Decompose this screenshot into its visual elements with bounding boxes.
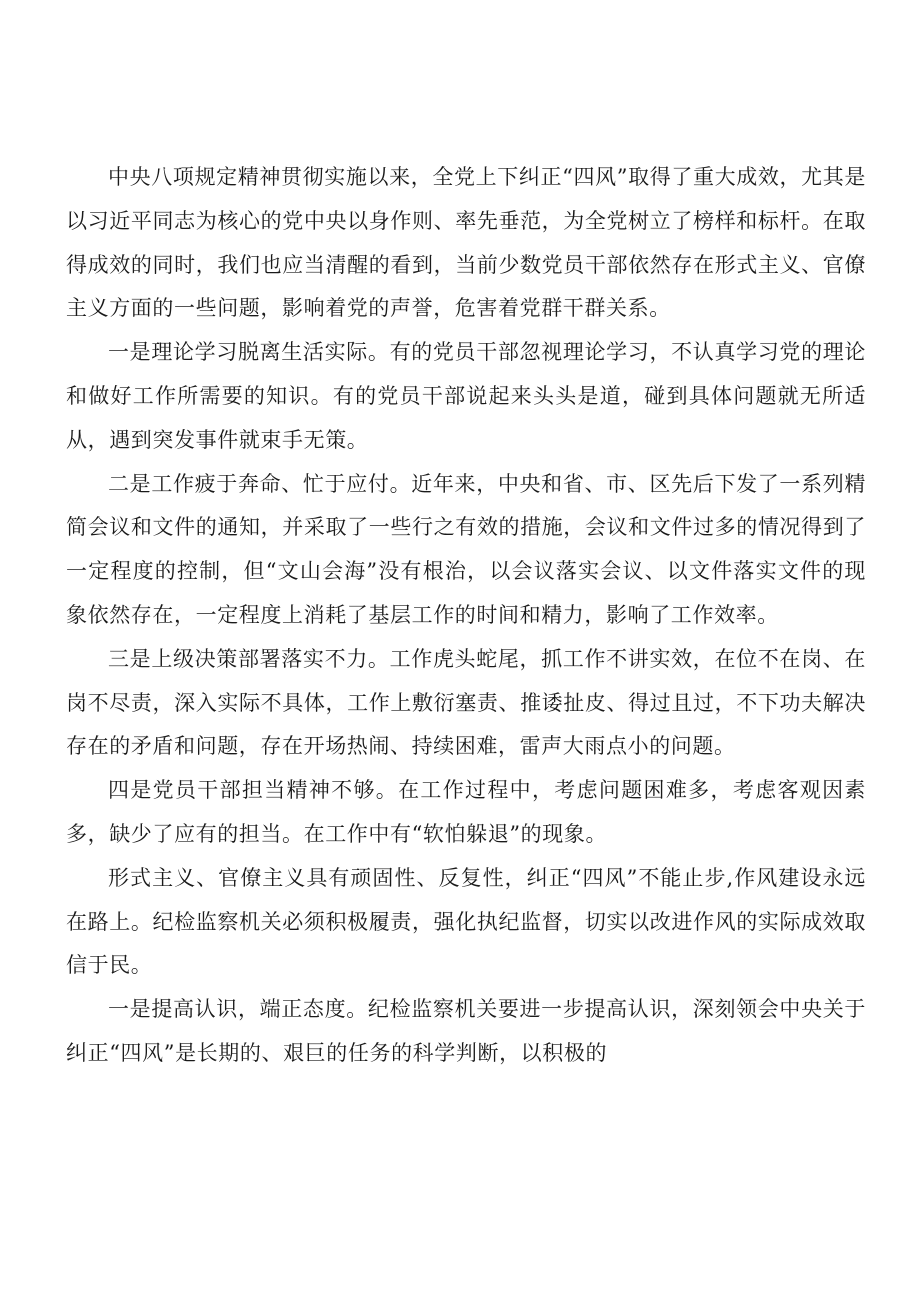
document-body <box>66 156 866 1076</box>
paragraph-issue-4: 四是党员干部担当精神不够。在工作过程中，考虑问题困难多，考虑客观因素多，缺少了应有的担当。在工作中有“软怕躲退”的现象。 <box>66 778 866 846</box>
paragraph-issue-3: 三是上级决策部署落实不力。工作虎头蛇尾，抓工作不讲实效，在位不在岗、在岗不尽责，深入实际不具体，工作上敷衍塞责、推诿扯皮、得过且过，不下功夫解决存在的矛盾和问题，存在开场热闹、持续困难，雷声大雨点小的问题。 <box>66 646 866 759</box>
paragraph-transition: 形式主义、官僚主义具有顽固性、反复性，纠正“四风”不能止步,作风建设永远在路上。纪检监察机关必须积极履责，强化执纪监督，切实以改进作风的实际成效取信于民。 <box>66 865 866 978</box>
paragraph-issue-1: 一是理论学习脱离生活实际。有的党员干部忽视理论学习，不认真学习党的理论和做好工作所需要的知识。有的党员干部说起来头头是道，碰到具体问题就无所适从，遇到突发事件就束手无策。 <box>66 340 866 452</box>
paragraph-measure-1: 一是提高认识，端正态度。纪检监察机关要进一步提高认识，深刻领会中央关于纠正“四风”是长期的、艰巨的任务的科学判断，以积极的 <box>66 997 866 1065</box>
paragraph-issue-2: 二是工作疲于奔命、忙于应付。近年来，中央和省、市、区先后下发了一系列精简会议和文件的通知，并采取了一些行之有效的措施，会议和文件过多的情况得到了一定程度的控制，但“文山会海”没有根治，以会议落实会议、以文件落实文件的现象依然存在，一定程度上消耗了基层工作的时间和精力，影响了工作效率。 <box>66 471 866 627</box>
paragraph-intro: 中央八项规定精神贯彻实施以来，全党上下纠正“四风”取得了重大成效，尤其是以习近平同志为核心的党中央以身作则、率先垂范，为全党树立了榜样和标杆。在取得成效的同时，我们也应当清醒的看到，当前少数党员干部依然存在形式主义、官僚主义方面的一些问题，影响着党的声誉，危害着党群干群关系。 <box>66 165 866 321</box>
